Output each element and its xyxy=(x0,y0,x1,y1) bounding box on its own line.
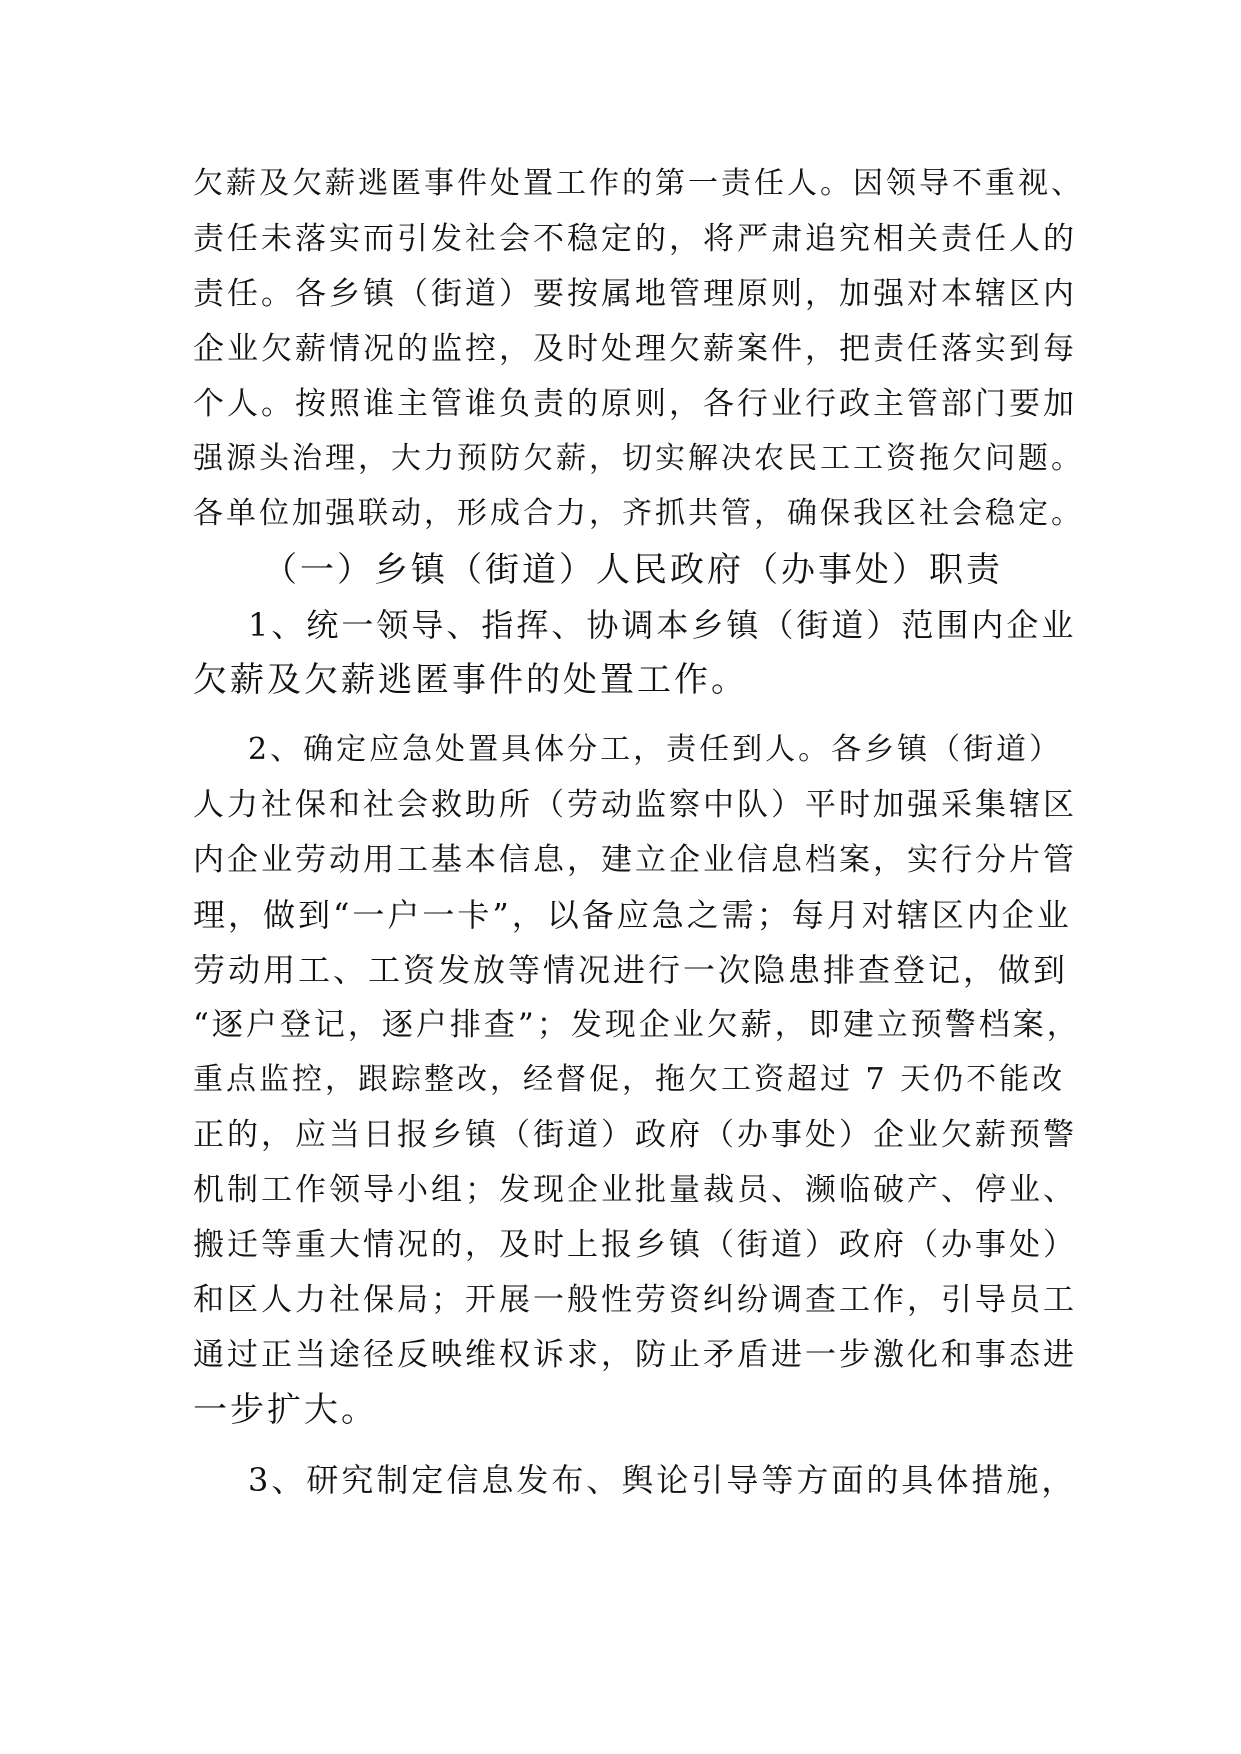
text-line: 责任。各乡镇（街道）要按属地管理原则，加强对本辖区内 xyxy=(193,276,1077,312)
text-line: 1、统一领导、指挥、协调本乡镇（街道）范围内企业 xyxy=(248,606,1077,644)
text-line: 和区人力社保局；开展一般性劳资纠纷调查工作，引导员工 xyxy=(193,1282,1077,1318)
text-line: 搬迁等重大情况的，及时上报乡镇（街道）政府（办事处） xyxy=(193,1227,1077,1263)
text-line: 责任未落实而引发社会不稳定的，将严肃追究相关责任人的 xyxy=(193,221,1077,257)
text-line: 理，做到“一户一卡”，以备应急之需；每月对辖区内企业 xyxy=(193,896,1072,934)
text-line: 各单位加强联动，形成合力，齐抓共管，确保我区社会稳定。 xyxy=(193,496,1084,531)
text-line: “逐户登记，逐户排查”；发现企业欠薪，即建立预警档案， xyxy=(193,1007,1081,1043)
text-line: 人力社保和社会救助所（劳动监察中队）平时加强采集辖区 xyxy=(193,787,1077,823)
text-line: 企业欠薪情况的监控，及时处理欠薪案件，把责任落实到每 xyxy=(193,331,1077,367)
text-line: 通过正当途径反映维权诉求，防止矛盾进一步激化和事态进 xyxy=(193,1337,1077,1373)
section-heading: （一）乡镇（街道）人民政府（办事处）职责 xyxy=(263,550,1003,590)
text-line: 欠薪及欠薪逃匿事件的处置工作。 xyxy=(193,660,748,700)
text-line: 劳动用工、工资发放等情况进行一次隐患排查登记，做到 xyxy=(193,951,1069,989)
text-line: 重点监控，跟踪整改，经督促，拖欠工资超过 7 天仍不能改 xyxy=(193,1062,1066,1097)
text-line: 内企业劳动用工基本信息，建立企业信息档案，实行分片管 xyxy=(193,842,1077,878)
text-line: 机制工作领导小组；发现企业批量裁员、濒临破产、停业、 xyxy=(193,1172,1077,1208)
text-line: 强源头治理，大力预防欠薪，切实解决农民工工资拖欠问题。 xyxy=(193,441,1084,476)
text-line: 个人。按照谁主管谁负责的原则，各行业行政主管部门要加 xyxy=(193,386,1077,422)
text-line: 一步扩大。 xyxy=(193,1390,378,1430)
text-line: 3、研究制定信息发布、舆论引导等方面的具体措施， xyxy=(248,1461,1077,1499)
text-line: 正的，应当日报乡镇（街道）政府（办事处）企业欠薪预警 xyxy=(193,1117,1077,1153)
text-line: 欠薪及欠薪逃匿事件处置工作的第一责任人。因领导不重视、 xyxy=(193,166,1084,201)
text-line: 2、确定应急处置具体分工，责任到人。各乡镇（街道） xyxy=(248,732,1063,767)
